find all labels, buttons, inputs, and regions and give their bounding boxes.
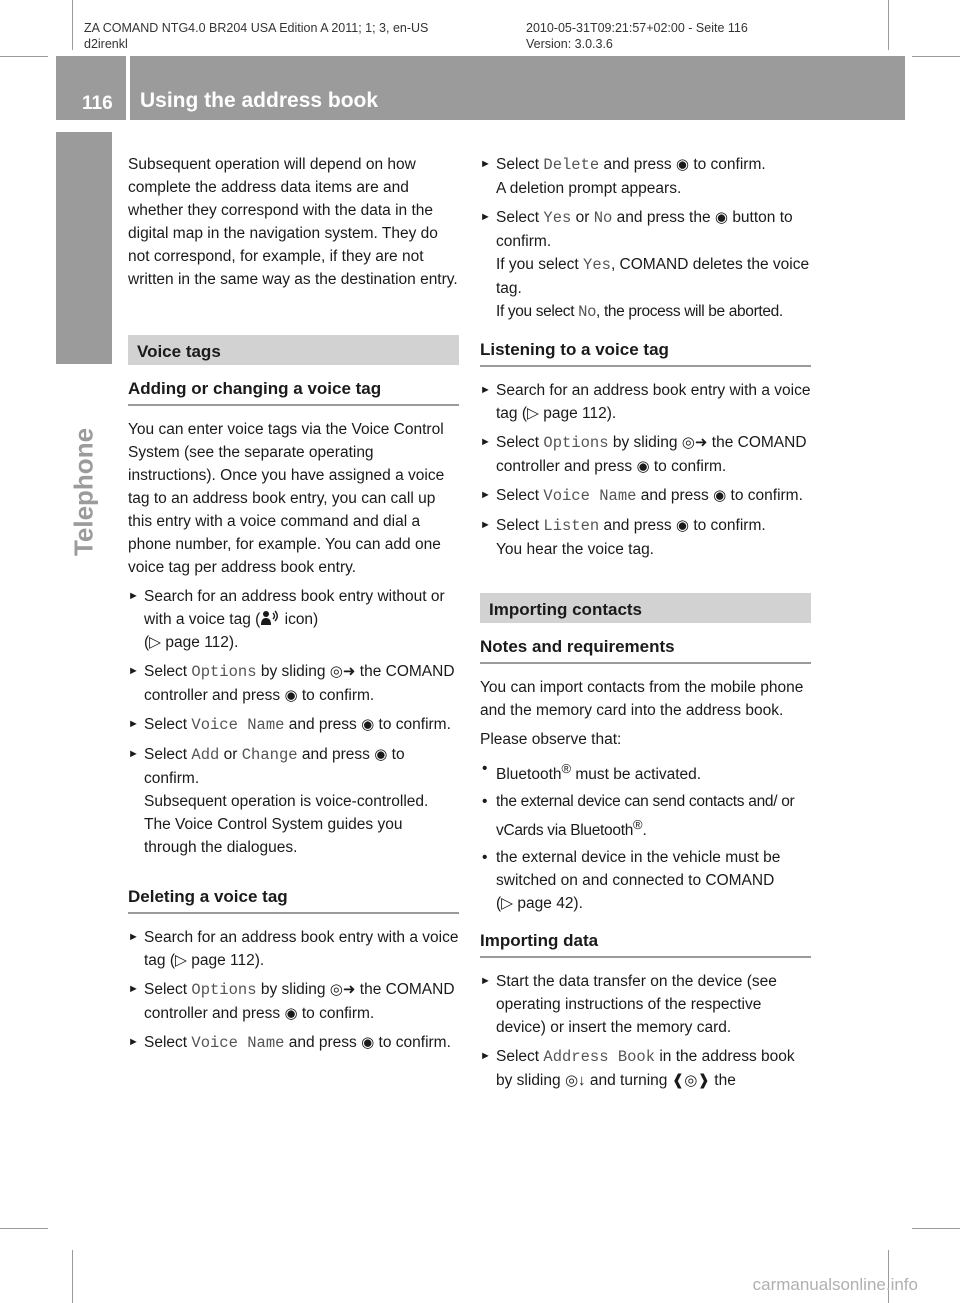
step-arrow-icon: ► — [128, 665, 139, 677]
watermark: carmanualsonline.info — [752, 1275, 918, 1294]
document-meta-left — [84, 20, 428, 52]
slide-right-icon: ◎➜ — [681, 434, 708, 451]
press-controller-icon: ◉ — [713, 487, 727, 504]
turn-controller-icon: ❰◎❱ — [671, 1072, 710, 1090]
step-select-voice-name-delete: ► Select Voice Name and press ◉ to confirm. — [128, 1031, 459, 1055]
voice-tag-icon — [260, 610, 280, 626]
menu-item-delete: Delete — [543, 156, 600, 174]
section-heading-voice-tags: Voice tags — [128, 335, 459, 365]
page-ref-arrow-icon: ▷ — [501, 895, 514, 913]
registered-mark: ® — [633, 817, 643, 833]
step-arrow-icon: ► — [480, 975, 491, 988]
step-arrow-icon: ► — [128, 931, 139, 943]
step-arrow-icon: ► — [128, 718, 139, 730]
subheading-listening-voice-tag: Listening to a voice tag — [480, 338, 811, 367]
requirement-connected: • the external device in the vehicle must be switched on and connected to COMAND (▷ page 42). — [480, 846, 811, 915]
right-column — [480, 153, 811, 1098]
page-title: Using the address book — [140, 89, 379, 112]
requirement-bluetooth: • Bluetooth® must be activated. — [480, 757, 811, 786]
slide-down-icon: ◎↓ — [564, 1072, 586, 1090]
step-arrow-icon: ► — [480, 384, 491, 396]
press-controller-icon: ◉ — [636, 458, 650, 475]
step-arrow-icon: ► — [480, 1050, 491, 1063]
crop-mark — [0, 56, 48, 57]
menu-item-voice-name: Voice Name — [543, 487, 637, 505]
meta-line: ZA COMAND NTG4.0 BR204 USA Edition A 2011; 1; 3, en-US — [84, 21, 429, 35]
header-separator — [126, 56, 130, 120]
press-controller-icon: ◉ — [284, 687, 298, 704]
press-controller-icon: ◉ — [675, 156, 690, 173]
subheading-deleting-voice-tag: Deleting a voice tag — [128, 885, 459, 914]
menu-item-options: Options — [191, 663, 257, 681]
subheading-notes-requirements: Notes and requirements — [480, 635, 811, 664]
slide-right-icon: ◎➜ — [329, 663, 356, 680]
meta-line: Version: 3.0.3.6 — [526, 37, 613, 51]
meta-line: d2irenkl — [84, 37, 128, 51]
bullet-dot-icon: • — [482, 849, 488, 867]
step-arrow-icon: ► — [128, 1036, 139, 1048]
ok-button-icon: ◉ — [714, 209, 728, 226]
step-start-transfer: ► Start the data transfer on the device (see operating instructions of the respective device) or insert the memory card. — [480, 970, 811, 1039]
adding-body: You can enter voice tags via the Voice Control System (see the separate operating instructions). Once you have assigned a voice tag to an address book entry, you can call up this entry with a voice command and dial a phone number, for example. You can add one voice tag per address book entry. — [128, 421, 445, 576]
step-select-options: ► Select Options by sliding ◎➜ the COMAND controller and press ◉ to confirm. — [128, 660, 459, 707]
page-ref-arrow-icon: ▷ — [527, 405, 539, 422]
abort-note: If you select No, the process will be aborted. — [496, 303, 783, 321]
registered-mark: ® — [561, 761, 572, 776]
step-select-listen: ► Select Listen and press ◉ to confirm. You hear the voice tag. — [480, 514, 811, 561]
step-select-add-change: ► Select Add or Change and press ◉ to confirm. Subsequent operation is voice-controlled. The Voice Control System guides you through the dialogues. — [128, 743, 459, 859]
step-select-yes-no: ► Select Yes or No and press the ◉ button to confirm. If you select Yes, COMAND deletes the voice tag. If you select No, the process will be aborted. — [480, 206, 811, 324]
menu-item-listen: Listen — [543, 517, 600, 535]
bullet-dot-icon: • — [482, 760, 488, 777]
step-select-options-delete: ► Select Options by sliding ◎➜ the COMAND controller and press ◉ to confirm. — [128, 978, 459, 1025]
press-controller-icon: ◉ — [361, 1034, 375, 1051]
subheading-importing-data: Importing data — [480, 929, 811, 958]
crop-mark — [72, 1250, 73, 1303]
step-arrow-icon: ► — [128, 748, 139, 760]
step-arrow-icon: ► — [480, 211, 491, 223]
step-search-entry-delete: ► Search for an address book entry with a voice tag (▷ page 112). — [128, 926, 459, 972]
menu-item-change: Change — [241, 746, 298, 764]
crop-mark — [912, 1228, 960, 1229]
notes-observe: Please observe that: — [480, 731, 622, 748]
crop-mark — [888, 0, 889, 50]
crop-mark — [72, 0, 73, 50]
subheading-adding-voice-tag: Adding or changing a voice tag — [128, 377, 459, 406]
page-number: 116 — [82, 93, 113, 114]
step-select-voice-name: ► Select Voice Name and press ◉ to confirm. — [128, 713, 459, 737]
menu-item-no: No — [593, 209, 613, 227]
step-arrow-icon: ► — [480, 489, 491, 501]
crop-mark — [912, 56, 960, 57]
left-column — [128, 153, 459, 1061]
step-arrow-icon: ► — [480, 158, 491, 170]
bullet-dot-icon: • — [482, 793, 488, 811]
chapter-label: Telephone — [68, 427, 99, 557]
press-controller-icon: ◉ — [361, 716, 375, 733]
menu-item-voice-name: Voice Name — [191, 716, 285, 734]
notes-body: You can import contacts from the mobile phone and the memory card into the address book. — [480, 679, 804, 719]
section-heading-importing-contacts: Importing contacts — [480, 593, 811, 623]
menu-item-yes: Yes — [583, 256, 611, 274]
press-controller-icon: ◉ — [675, 517, 690, 534]
meta-line: 2010-05-31T09:21:57+02:00 - Seite 116 — [526, 21, 748, 35]
step-arrow-icon: ► — [480, 436, 491, 448]
requirement-vcards: • the external device can send contacts and/ or vCards via Bluetooth®. — [480, 790, 811, 842]
step-arrow-icon: ► — [128, 590, 139, 602]
page-ref-arrow-icon: ▷ — [149, 634, 162, 651]
page-ref-arrow-icon: ▷ — [175, 952, 187, 969]
step-select-options-listen: ► Select Options by sliding ◎➜ the COMAND controller and press ◉ to confirm. — [480, 431, 811, 478]
press-controller-icon: ◉ — [374, 746, 388, 763]
slide-right-icon: ◎➜ — [329, 981, 356, 998]
menu-item-voice-name: Voice Name — [191, 1034, 285, 1052]
step-arrow-icon: ► — [480, 519, 491, 531]
document-meta-right — [526, 20, 748, 52]
step-arrow-icon: ► — [128, 983, 139, 995]
menu-item-address-book: Address Book — [543, 1048, 656, 1067]
step-select-voice-name-listen: ► Select Voice Name and press ◉ to confirm. — [480, 484, 811, 508]
menu-item-options: Options — [543, 434, 609, 452]
intro-paragraph: Subsequent operation will depend on how complete the address data items are and whether they correspond with the data in the digital map in the navigation system. They do not correspond, for example, if they are not written in the same way as the destination entry. — [128, 156, 458, 288]
step-search-entry: ► Search for an address book entry without or with a voice tag ( icon) (▷ page 112). — [128, 585, 459, 654]
menu-item-no: No — [578, 303, 597, 321]
crop-mark — [0, 1228, 48, 1229]
chapter-tab — [56, 132, 112, 364]
step-select-delete: ► Select Delete and press ◉ to confirm. A deletion prompt appears. — [480, 153, 811, 200]
press-controller-icon: ◉ — [284, 1005, 298, 1022]
menu-item-options: Options — [191, 981, 257, 999]
step-search-entry-listen: ► Search for an address book entry with a voice tag (▷ page 112). — [480, 379, 811, 425]
step-select-address-book: ► Select Address Book in the address book by sliding ◎↓ and turning ❰◎❱ the — [480, 1045, 811, 1092]
menu-item-add: Add — [191, 746, 220, 764]
menu-item-yes: Yes — [543, 209, 572, 227]
